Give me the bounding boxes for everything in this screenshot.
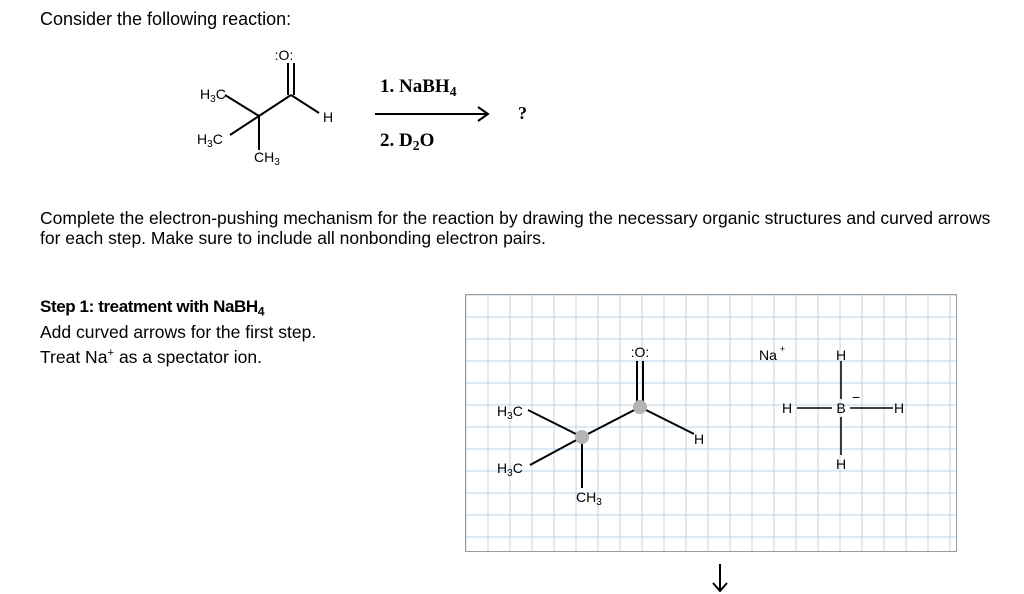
quaternary-carbon-atom[interactable] [575, 430, 589, 444]
methyl-top-label: $H_3C$ [200, 86, 226, 105]
borohydride-h-right[interactable]: H [893, 400, 905, 416]
step-1-spectator-note: Treat Na+ as a spectator ion. [40, 347, 262, 367]
methyl-lower-label: $CH_3$ [254, 149, 280, 168]
reagent-step-2: 2. $D_2O$ [380, 130, 435, 154]
methyl-bottom-label: $H_3C$ [197, 131, 223, 150]
canvas-h3c-bottom-label[interactable]: $H_3C$ [497, 460, 523, 479]
canvas-oxygen-label[interactable]: :O: [630, 344, 650, 360]
grid-lines [466, 295, 956, 551]
borohydride-h-top[interactable]: H [835, 347, 847, 363]
intro-text: Consider the following reaction: [40, 9, 292, 29]
product-unknown: ? [518, 103, 527, 123]
drawing-canvas[interactable] [465, 294, 957, 552]
step-1-title: Step 1: treatment with NaBH$_4$ [40, 297, 265, 319]
oxygen-atom-label: :O: [274, 47, 294, 63]
bond-c-methyl-top[interactable] [528, 410, 582, 437]
borohydride-h-left[interactable]: H [781, 400, 793, 416]
bond-c-carbonyl[interactable] [582, 407, 640, 437]
borohydride-h-bottom[interactable]: H [835, 456, 847, 472]
boron-charge: − [852, 389, 861, 405]
reaction-arrow [375, 104, 493, 124]
canvas-h3c-top-label[interactable]: $H_3C$ [497, 403, 523, 422]
canvas-ch3-label[interactable]: $CH_3$ [576, 489, 602, 508]
bond-c-methyl-bottom[interactable] [530, 437, 582, 465]
reagent-step-1: 1. NaBH$_4$ [380, 76, 457, 100]
canvas-sodium-borohydride[interactable] [759, 344, 904, 472]
carbonyl-carbon-atom[interactable] [633, 400, 647, 414]
starting-material-structure [180, 38, 360, 173]
canvas-aldehyde-molecule[interactable] [497, 344, 704, 508]
down-arrow-icon[interactable] [708, 560, 732, 594]
instructions-text: Complete the electron-pushing mechanism for the reaction by drawing the necessary organic structures and curved arrows for each step. Make sure to include all nonbonding electron pairs. [40, 208, 991, 248]
aldehyde-h-label: H [323, 109, 334, 125]
canvas-aldehyde-h-label[interactable]: H [694, 431, 705, 447]
sodium-ion-label[interactable]: Na + [759, 344, 786, 363]
boron-atom-label[interactable]: B [836, 400, 846, 416]
step-1-instruction: Add curved arrows for the first step. [40, 322, 317, 342]
